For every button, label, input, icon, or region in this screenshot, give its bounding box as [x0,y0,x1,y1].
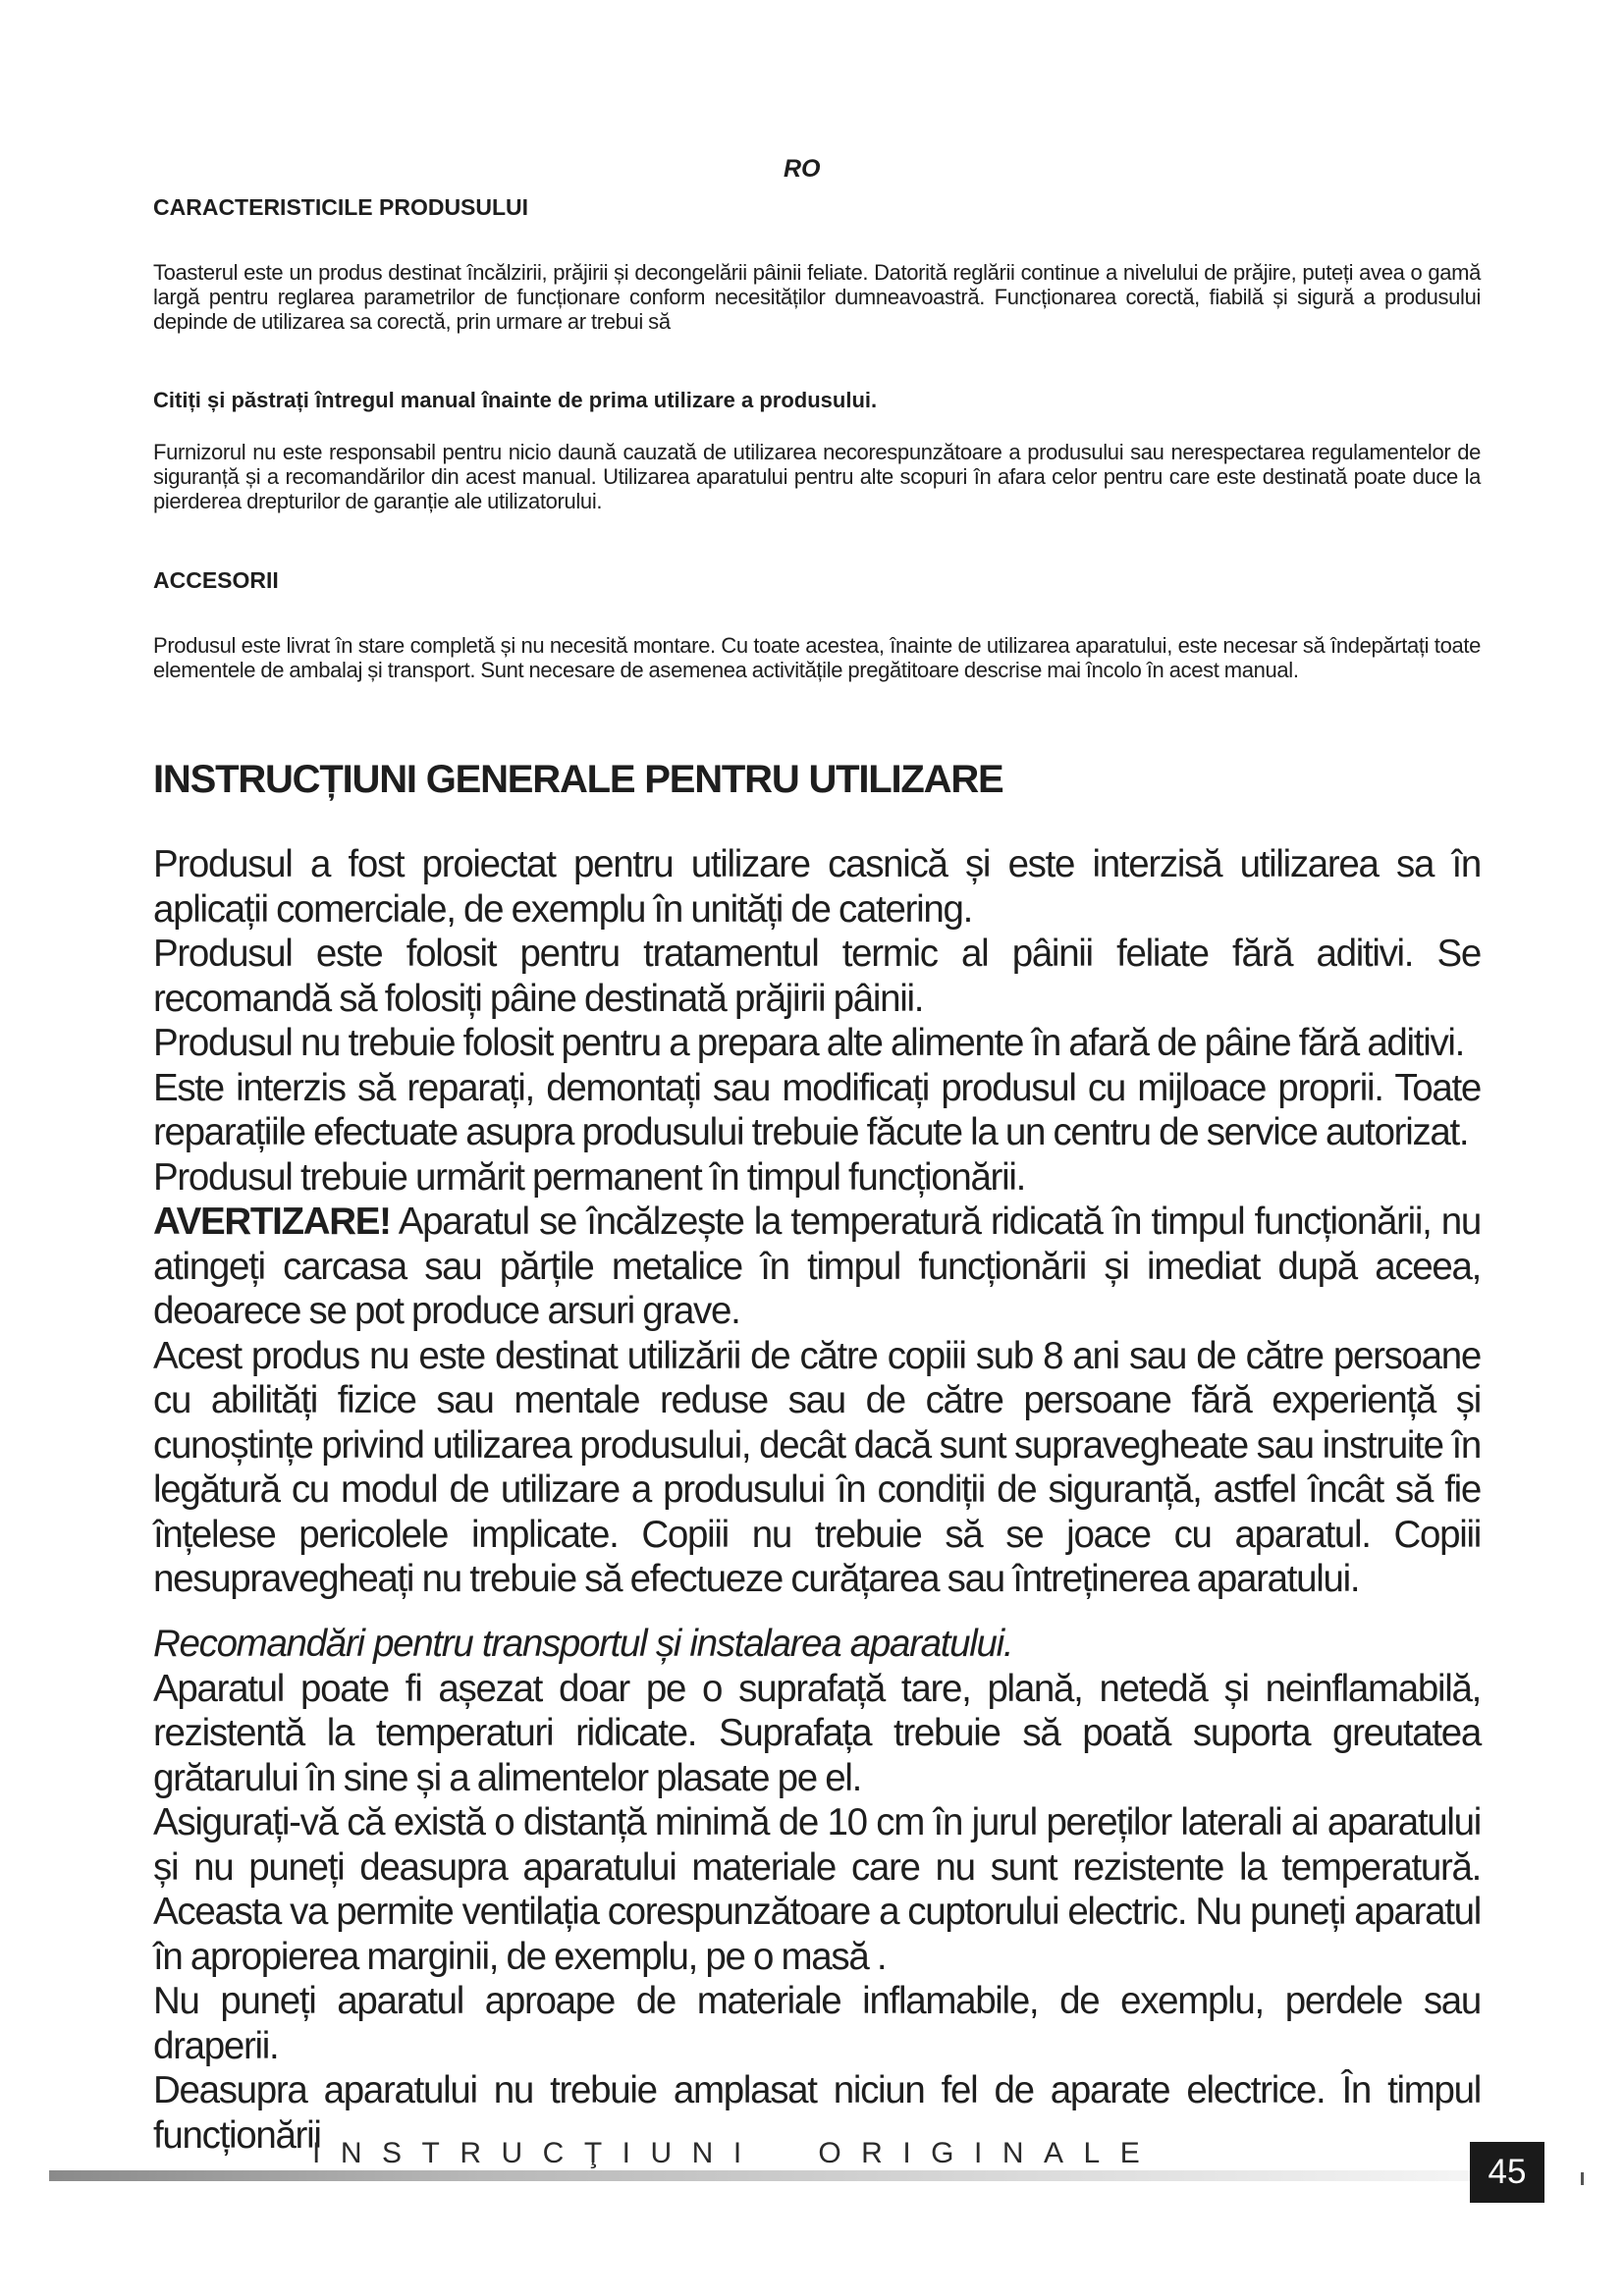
instruction-paragraph: Produsul trebuie urmărit permanent în timpul funcționării. [153,1155,1025,1199]
accessories-paragraph: Produsul este livrat în stare completă și nu necesită montare. Cu toate acestea, înainte de utilizarea aparatului, este necesar să îndepărtați toate elementele de ambalaj și transport. Sunt necesare de asemenea activitățile pregătitoare descrise mai încolo în acest manual. [153,633,1481,682]
characteristics-para1-block [153,260,1481,334]
accessories-title: ACCESORII [153,567,279,593]
transport-paragraph: Deasupra aparatului nu trebuie amplasat niciun fel de aparate electrice. În timpul funcționării [153,2069,1481,2157]
instruction-paragraph: Produsul este folosit pentru tratamentul termic al pâinii feliate fără aditivi. Se recomandă să folosiți pâine destinată prăjirii pâinii. [153,933,1481,1020]
read-manual-note-block [153,388,1481,413]
characteristics-paragraph: Toasterul este un produs destinat încălzirii, prăjirii și decongelării pâinii feliate. Datorită reglării continue a nivelului de prăjire, puteți avea o gamă largă pentru reglarea parametrilor de funcționare conform necesităților dumneavoastră. Funcționarea corectă, fiabilă și sigură a produsului depinde de utilizarea sa corectă, prin urmare ar trebui să [153,260,1481,334]
instruction-paragraph: Produsul nu trebuie folosit pentru a prepara alte alimente în afară de pâine fără aditivi. [153,1022,1465,1064]
page-edge-mark [1581,2172,1584,2185]
transport-paragraph: Asigurați-vă că există o distanță minimă de 10 cm în jurul pereților laterali ai aparatului și nu puneți deasupra aparatului materiale care nu sunt rezistente la temperatură. Aceasta va permite ventilația corespunzătoare a cuptorului electric. Nu puneți aparatul în apropierea marginii, de exemplu, pe o masă . [153,1801,1481,1978]
characteristics-title: CARACTERISTICILE PRODUSULUI [153,194,529,220]
language-code: RO [784,155,821,183]
transport-paragraph: Nu puneți aparatul aproape de materiale inflamabile, de exemplu, perdele sau draperii. [153,1980,1481,2067]
footer-gradient-bar [49,2170,1492,2181]
general-instructions-title: INSTRUCȚIUNI GENERALE PENTRU UTILIZARE [153,758,1003,801]
warning-text: Aparatul se încălzește la temperatură ridicată în timpul funcționării, nu atingeți carcasa sau părțile metalice în timpul funcționării și imediat după aceea, deoarece se pot produce arsuri grave. [153,1201,1481,1332]
instruction-paragraph: Este interzis să reparați, demontați sau modificați produsul cu mijloace proprii. Toate reparațiile efectuate asupra produsului trebuie făcute la un centru de service autorizat. [153,1066,1481,1153]
warning-paragraph [153,1200,1481,1334]
footer-title: INSTRUCŢIUNI ORIGINALE [312,2137,1161,2169]
characteristics-title-block [153,194,1481,221]
transport-paragraph: Aparatul poate fi așezat doar pe o suprafață tare, plană, netedă și neinflamabilă, rezistentă la temperaturi ridicate. Suprafața trebuie să poată suporta greutatea grătarului în sine și a alimentelor plasate pe el. [153,1667,1481,1799]
warning-label: AVERTIZARE! [153,1201,391,1243]
instruction-paragraph: Acest produs nu este destinat utilizării de către copiii sub 8 ani sau de către persoane cu abilități fizice sau mentale reduse sau de către persoane fără experiență și cunoștințe privind utilizarea produsului, decât dacă sunt supravegheate sau instruite în legătură cu modul de utilizare a produsului în condiții de siguranță, astfel încât să fie înțelese pericolele implicate. Copiii nu trebuie să se joace cu aparatul. Copiii nesupravegheați nu trebuie să efectueze curățarea sau întreținerea aparatului. [153,1334,1481,1600]
page-number: 45 [1470,2142,1544,2203]
transport-body [153,1622,1481,2158]
accessories-para-block [153,633,1481,682]
instruction-paragraph: Produsul a fost proiectat pentru utilizare casnică și este interzisă utilizarea sa în aplicații comerciale, de exemplu în unități de catering. [153,843,1481,931]
accessories-title-block [153,567,1481,594]
liability-paragraph: Furnizorul nu este responsabil pentru nicio daună cauzată de utilizarea necorespunzătoare a produsului sau nerespectarea regulamentelor de siguranță și a recomandărilor din acest manual. Utilizarea aparatului pentru alte scopuri în afara celor pentru care este destinată poate duce la pierderea drepturilor de garanție ale utilizatorului. [153,440,1481,513]
general-title-block [153,758,1481,802]
general-instructions-body [153,842,1481,1602]
liability-block [153,440,1481,513]
read-manual-note: Citiți și păstrați întregul manual înainte de prima utilizare a produsului. [153,388,878,412]
transport-subtitle: Recomandări pentru transportul și instalarea aparatului. [153,1623,1013,1665]
